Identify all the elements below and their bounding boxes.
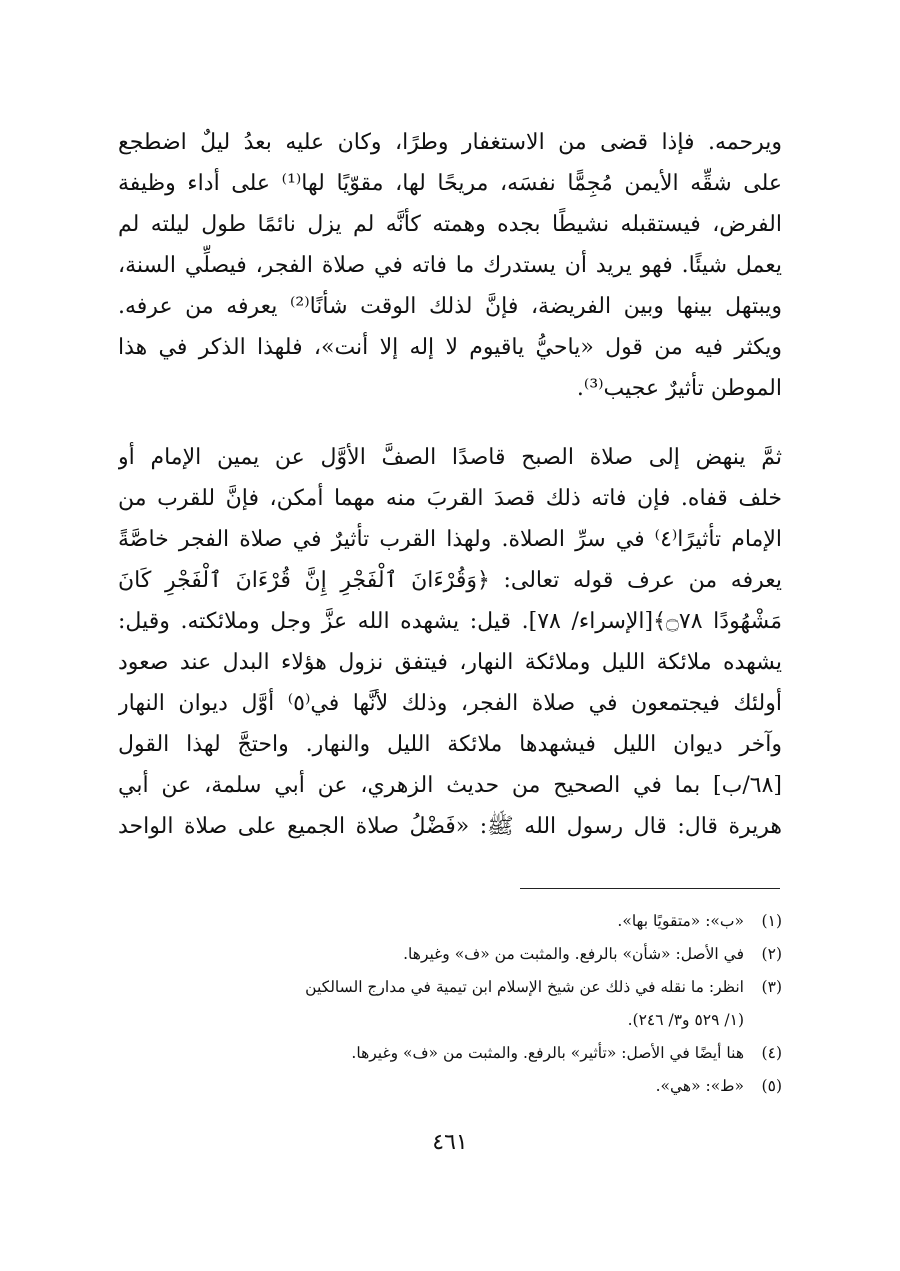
footnote-item: [118, 1037, 782, 1070]
footnote-number: (١): [761, 912, 782, 930]
footnote-number: (٣): [761, 978, 782, 996]
footnote-item: [118, 938, 782, 971]
footnote-text: في الأصل: «شأن» بالرفع. والمثبت من «ف» وغيرها.: [403, 945, 744, 963]
text-line: يشهده ملائكة الليل وملائكة النهار، فيتفق نزول هؤلاء البدل عند صعود: [118, 650, 782, 675]
text-line: ثمَّ ينهض إلى صلاة الصبح قاصدًا الصفَّ الأوَّل عن يمين الإمام أو: [118, 445, 782, 470]
text-line: ويبتهل بينها وبين الفريضة، فإنَّ لذلك الوقت شأنًا⁽²⁾ يعرفه من عرفه.: [118, 294, 782, 319]
text-line: يعرفه من عرف قوله تعالى: ﴿وَقُرْءَانَ ٱلْفَجْرِ إِنَّ قُرْءَانَ ٱلْفَجْرِ كَانَ: [118, 568, 782, 593]
text-line: يعمل شيئًا. فهو يريد أن يستدرك ما فاته في صلاة الفجر، فيصلِّي السنة،: [118, 253, 782, 278]
footnote-continuation: (١/ ٥٢٩ و٣/ ٢٤٦).: [627, 1011, 744, 1029]
footnote-number: (٤): [761, 1044, 782, 1062]
text-line: مَشْهُودًا ۝٧٨﴾[الإسراء/ ٧٨]. قيل: يشهده الله عزَّ وجل وملائكته. وقيل:: [118, 609, 782, 634]
footnote-separator: [520, 888, 780, 889]
paragraph-2: [118, 437, 782, 847]
text-line: هريرة قال: قال رسول الله ﷺ: «فَضْلُ صلاة الجميع على صلاة الواحد: [118, 814, 782, 839]
footnote-number: (٥): [761, 1077, 782, 1095]
text-line: الموطن تأثيرٌ عجيب⁽³⁾.: [576, 376, 782, 401]
footnote-item: [118, 905, 782, 938]
text-line: الإمام تأثيرًا⁽٤⁾ في سرِّ الصلاة. ولهذا القرب تأثيرٌ في صلاة الفجر خاصَّةً: [118, 527, 782, 552]
footnote-item: [118, 971, 782, 1004]
footnote-number: (٢): [761, 945, 782, 963]
footnote-text: هنا أيضًا في الأصل: «تأثير» بالرفع. والمثبت من «ف» وغيرها.: [351, 1044, 744, 1062]
footnote-text: «ب»: «متقويًا بها».: [617, 912, 744, 930]
footnote-text: «ط»: «هي».: [655, 1077, 744, 1095]
text-line: ويكثر فيه من قول «ياحيُّ ياقيوم لا إله إلا أنت»، فلهذا الذكر في هذا: [118, 335, 782, 360]
footnotes: [118, 905, 782, 1103]
paragraph-1: [118, 122, 782, 409]
text-line: ويرحمه. فإذا قضى من الاستغفار وطرًا، وكان عليه بعدُ ليلٌ اضطجع: [118, 130, 782, 155]
text-line: وآخر ديوان الليل فيشهدها ملائكة الليل والنهار. واحتجَّ لهذا القول: [118, 732, 782, 757]
footnote-item: [118, 1070, 782, 1103]
text-line: أولئك فيجتمعون في صلاة الفجر، وذلك لأنَّها في⁽٥⁾ أوَّل ديوان النهار: [118, 691, 782, 716]
text-line: خلف قفاه. فإن فاته ذلك قصدَ القربَ منه مهما أمكن، فإنَّ للقرب من: [118, 486, 782, 511]
page-number: ٤٦١: [432, 1130, 468, 1155]
text-line: [٦٨/ب] بما في الصحيح من حديث الزهري، عن أبي سلمة، عن أبي: [118, 773, 782, 798]
text-line: على شقِّه الأيمن مُجِمًّا نفسَه، مريحًا لها، مقوّيًا لها⁽¹⁾ على أداء وظيفة: [118, 171, 782, 196]
footnote-text: انظر: ما نقله في ذلك عن شيخ الإسلام ابن تيمية في مدارج السالكين: [305, 978, 744, 996]
text-line: الفرض، فيستقبله نشيطًا بجده وهمته كأنَّه لم يزل نائمًا طول ليلته لم: [118, 212, 782, 237]
